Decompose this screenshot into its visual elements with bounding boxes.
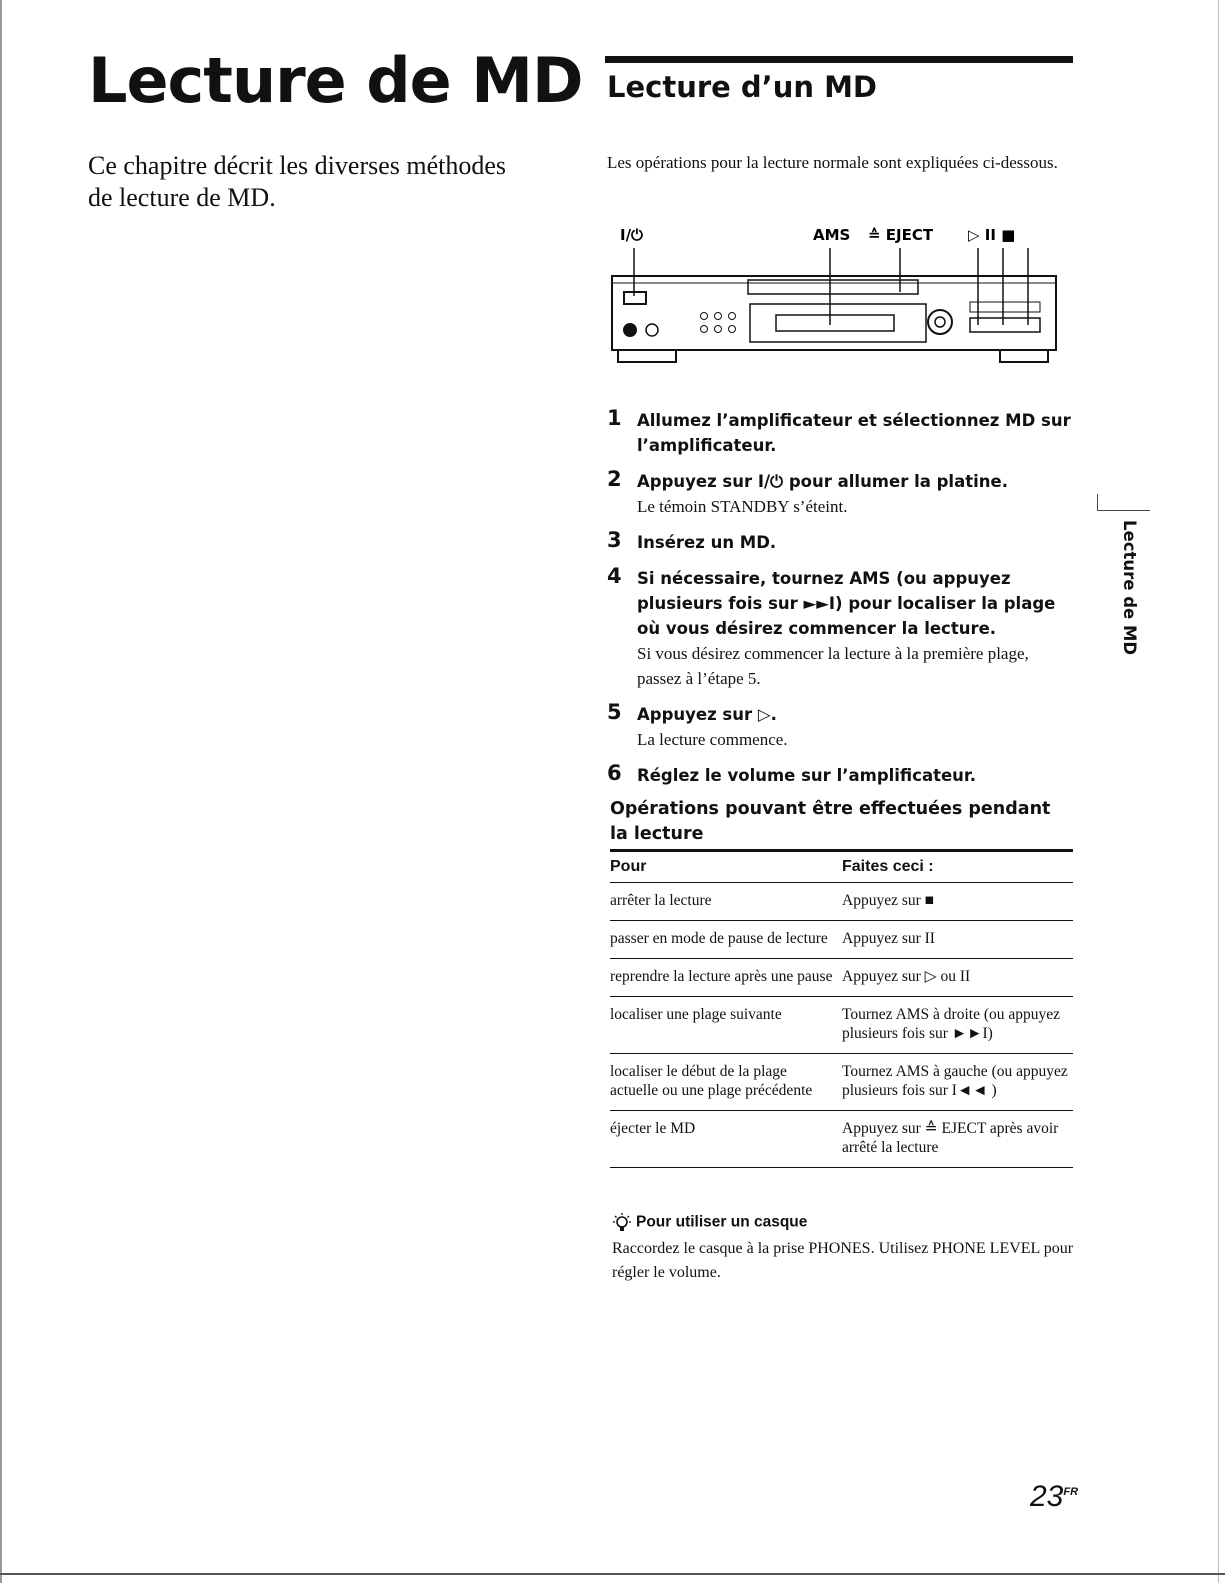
md-deck-diagram [600, 220, 1080, 380]
tip-text: Raccordez le casque à la prise PHONES. Utilisez PHONE LEVEL pour régler le volume. [612, 1240, 1074, 1281]
table-row [610, 921, 1073, 959]
steps-list [607, 408, 1077, 799]
side-tab-label: Lecture de MD [1120, 520, 1139, 656]
table-row [610, 1111, 1073, 1168]
step-title: Allumez l’amplificateur et sélectionnez MD sur l’amplificateur. [637, 411, 1071, 455]
step-number: 4 [607, 564, 622, 588]
side-tab [1120, 520, 1146, 660]
step-number: 2 [607, 467, 622, 491]
operations-heading: Opérations pouvant être effectuées pendant la lecture [610, 799, 1051, 844]
step-2 [607, 469, 1077, 519]
eject-label: ≙ EJECT [868, 226, 934, 244]
step-title: Appuyez sur ▷. [637, 705, 777, 724]
power-button-label: I/⏻ [620, 226, 643, 244]
step-3 [607, 530, 1077, 555]
step-number: 6 [607, 761, 622, 785]
section-intro: Les opérations pour la lecture normale sont expliquées ci-dessous. [607, 153, 1058, 172]
ams-label: AMS [813, 226, 851, 244]
step-title: Insérez un MD. [637, 533, 777, 552]
step-6 [607, 763, 1077, 788]
table-cell-faites: Appuyez sur ▷ ou II [842, 959, 1073, 997]
scan-edge-right [1218, 0, 1219, 1583]
table-row [610, 1054, 1073, 1111]
table-cell-faites: Appuyez sur ≙ EJECT après avoir arrêté la lecture [842, 1111, 1073, 1168]
chapter-description: Ce chapitre décrit les diverses méthodes de lecture de MD. [88, 151, 507, 212]
table-row [610, 883, 1073, 921]
table-cell-faites: Tournez AMS à gauche (ou appuyez plusieurs fois sur I◄◄ ) [842, 1054, 1073, 1111]
step-note: Si vous désirez commencer la lecture à la première plage, passez à l’étape 5. [637, 644, 1029, 688]
table-cell-pour: localiser une plage suivante [610, 997, 842, 1054]
chapter-title: Lecture de MD [88, 44, 583, 117]
table-cell-pour: éjecter le MD [610, 1111, 842, 1168]
step-number: 1 [607, 406, 622, 430]
section-rule [605, 56, 1073, 63]
transport-label: ▷ II ■ [968, 226, 1016, 244]
step-number: 3 [607, 528, 622, 552]
step-title: Réglez le volume sur l’amplificateur. [637, 766, 976, 785]
step-note: Le témoin STANDBY s’éteint. [637, 497, 848, 516]
step-1 [607, 408, 1077, 458]
table-cell-pour: reprendre la lecture après une pause [610, 959, 842, 997]
table-cell-pour: arrêter la lecture [610, 883, 842, 921]
step-5 [607, 702, 1077, 752]
column-header-faites: Faites ceci : [842, 851, 1073, 883]
step-4 [607, 566, 1077, 691]
side-tab-marker [1097, 494, 1150, 511]
table-cell-faites: Tournez AMS à droite (ou appuyez plusieurs fois sur ►►I) [842, 997, 1073, 1054]
table-row [610, 959, 1073, 997]
lightbulb-icon [612, 1212, 632, 1234]
column-header-pour: Pour [610, 851, 842, 883]
step-title: Appuyez sur I/⏻ pour allumer la platine. [637, 472, 1008, 491]
table-row [610, 997, 1073, 1054]
step-number: 5 [607, 700, 622, 724]
deck-body [612, 276, 1056, 362]
table-cell-faites: Appuyez sur II [842, 921, 1073, 959]
tip-box [612, 1212, 1077, 1285]
step-note: La lecture commence. [637, 730, 788, 749]
table-header-row [610, 851, 1073, 883]
scan-edge-bottom [0, 1573, 1225, 1575]
table-cell-faites: Appuyez sur ■ [842, 883, 1073, 921]
table-cell-pour: passer en mode de pause de lecture [610, 921, 842, 959]
page-number-value: 23 [1030, 1480, 1064, 1513]
page-number-suffix: FR [1063, 1486, 1079, 1498]
operations-table [610, 849, 1073, 1168]
table-cell-pour: localiser le début de la plage actuelle ou une plage précédente [610, 1054, 842, 1111]
section-title: Lecture d’un MD [607, 70, 878, 104]
step-title: Si nécessaire, tournez AMS (ou appuyez plusieurs fois sur ►►I) pour localiser la plage où vous désirez commencer la lecture. [637, 569, 1056, 638]
tip-title: Pour utiliser un casque [636, 1213, 808, 1231]
scan-edge-left [0, 0, 2, 1583]
page-number [1030, 1480, 1078, 1514]
